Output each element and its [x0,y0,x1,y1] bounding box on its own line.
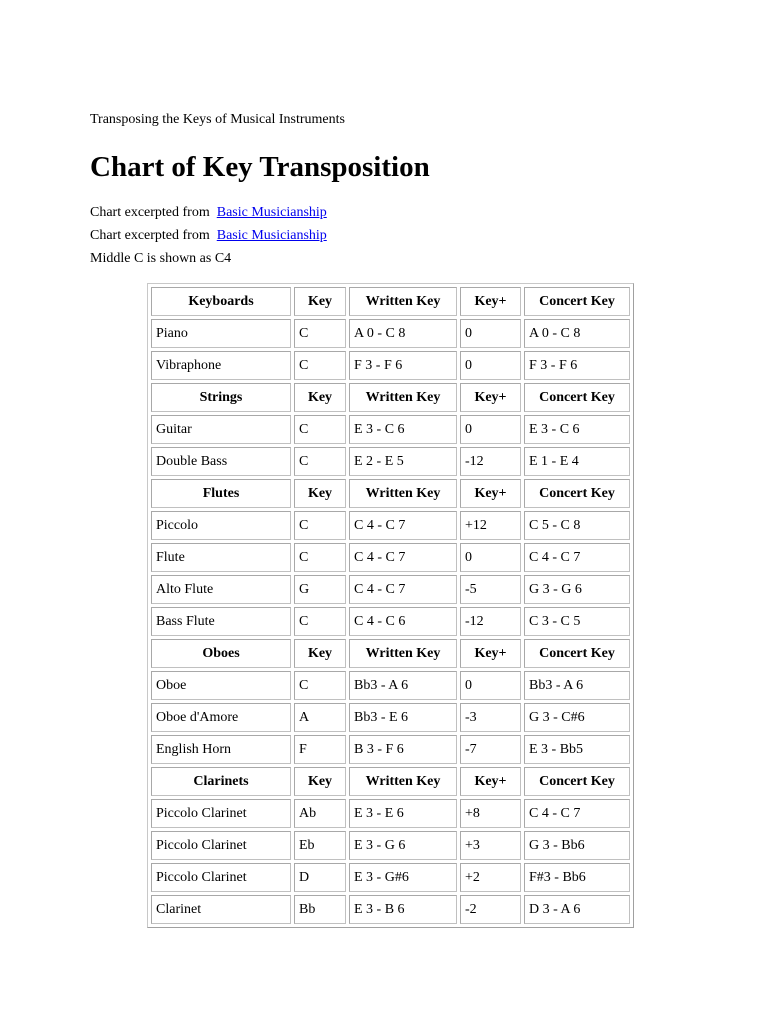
cell-key: C [294,607,346,636]
cell-key: Ab [294,799,346,828]
table-row [151,607,630,636]
column-header-instrument: Oboes [151,639,291,668]
column-header-instrument: Strings [151,383,291,412]
cell-concert-key: G 3 - C#6 [524,703,630,732]
document-subtitle: Transposing the Keys of Musical Instruments [90,112,345,127]
cell-key-plus: +12 [460,511,521,540]
column-header-written-key: Written Key [349,767,457,796]
cell-key: C [294,671,346,700]
cell-instrument: Vibraphone [151,351,291,380]
cell-key-plus: +8 [460,799,521,828]
cell-written-key: E 2 - E 5 [349,447,457,476]
excerpt-prefix: Chart excerpted from [90,205,210,220]
cell-key-plus: 0 [460,319,521,348]
cell-written-key: E 3 - B 6 [349,895,457,924]
cell-key: F [294,735,346,764]
cell-key: C [294,319,346,348]
cell-key: G [294,575,346,604]
column-header-concert-key: Concert Key [524,383,630,412]
column-header-instrument: Flutes [151,479,291,508]
cell-key: Eb [294,831,346,860]
cell-instrument: Oboe d'Amore [151,703,291,732]
column-header-key: Key [294,287,346,316]
cell-key-plus: -5 [460,575,521,604]
column-header-key-plus: Key+ [460,639,521,668]
cell-instrument: Piccolo Clarinet [151,863,291,892]
section-header-row [151,287,630,316]
cell-concert-key: Bb3 - A 6 [524,671,630,700]
excerpt-line-1 [90,201,730,224]
table-row [151,863,630,892]
cell-instrument: English Horn [151,735,291,764]
cell-instrument: Double Bass [151,447,291,476]
cell-written-key: Bb3 - E 6 [349,703,457,732]
table-row [151,447,630,476]
cell-concert-key: F#3 - Bb6 [524,863,630,892]
cell-instrument: Bass Flute [151,607,291,636]
cell-concert-key: C 5 - C 8 [524,511,630,540]
cell-written-key: A 0 - C 8 [349,319,457,348]
cell-key: C [294,511,346,540]
cell-key-plus: 0 [460,351,521,380]
column-header-written-key: Written Key [349,383,457,412]
cell-concert-key: E 3 - Bb5 [524,735,630,764]
cell-written-key: E 3 - E 6 [349,799,457,828]
table-row [151,575,630,604]
column-header-written-key: Written Key [349,639,457,668]
table-row [151,703,630,732]
cell-key: D [294,863,346,892]
cell-written-key: C 4 - C 7 [349,575,457,604]
cell-key-plus: -2 [460,895,521,924]
cell-key-plus: +3 [460,831,521,860]
cell-written-key: E 3 - C 6 [349,415,457,444]
excerpt-line-2 [90,224,730,247]
section-header-row [151,479,630,508]
cell-concert-key: D 3 - A 6 [524,895,630,924]
table-row [151,831,630,860]
middle-c-note: Middle C is shown as C4 [90,251,232,266]
cell-instrument: Oboe [151,671,291,700]
cell-written-key: F 3 - F 6 [349,351,457,380]
section-header-row [151,639,630,668]
column-header-key: Key [294,767,346,796]
column-header-concert-key: Concert Key [524,479,630,508]
table-row [151,415,630,444]
excerpt-prefix: Chart excerpted from [90,228,210,243]
cell-concert-key: A 0 - C 8 [524,319,630,348]
cell-written-key: Bb3 - A 6 [349,671,457,700]
cell-written-key: C 4 - C 7 [349,511,457,540]
cell-key-plus: 0 [460,543,521,572]
cell-written-key: E 3 - G 6 [349,831,457,860]
cell-instrument: Guitar [151,415,291,444]
cell-key: C [294,351,346,380]
cell-concert-key: C 4 - C 7 [524,799,630,828]
cell-key-plus: -12 [460,607,521,636]
document-body [90,110,730,270]
cell-key: C [294,447,346,476]
table-row [151,319,630,348]
cell-concert-key: E 1 - E 4 [524,447,630,476]
section-header-row [151,383,630,412]
cell-key-plus: -12 [460,447,521,476]
column-header-instrument: Clarinets [151,767,291,796]
table-row [151,735,630,764]
cell-key-plus: -7 [460,735,521,764]
column-header-concert-key: Concert Key [524,639,630,668]
table-row [151,895,630,924]
cell-key-plus: +2 [460,863,521,892]
cell-key: A [294,703,346,732]
table-row [151,351,630,380]
cell-instrument: Piccolo Clarinet [151,799,291,828]
column-header-key: Key [294,383,346,412]
cell-key: Bb [294,895,346,924]
column-header-key-plus: Key+ [460,287,521,316]
cell-concert-key: G 3 - G 6 [524,575,630,604]
column-header-key: Key [294,479,346,508]
cell-instrument: Alto Flute [151,575,291,604]
column-header-key-plus: Key+ [460,479,521,508]
cell-concert-key: C 4 - C 7 [524,543,630,572]
cell-instrument: Flute [151,543,291,572]
cell-instrument: Piccolo Clarinet [151,831,291,860]
cell-key: C [294,415,346,444]
column-header-written-key: Written Key [349,479,457,508]
cell-instrument: Clarinet [151,895,291,924]
section-header-row [151,767,630,796]
transposition-table [147,283,634,928]
cell-concert-key: F 3 - F 6 [524,351,630,380]
cell-key-plus: 0 [460,415,521,444]
page-title: Chart of Key Transposition [90,151,430,183]
cell-key-plus: -3 [460,703,521,732]
cell-key: C [294,543,346,572]
column-header-key: Key [294,639,346,668]
cell-concert-key: G 3 - Bb6 [524,831,630,860]
cell-written-key: C 4 - C 7 [349,543,457,572]
cell-key-plus: 0 [460,671,521,700]
intro-lines [90,201,730,270]
basic-musicianship-link-1[interactable]: Basic Musicianship [216,205,327,220]
basic-musicianship-link-2[interactable]: Basic Musicianship [216,228,327,243]
column-header-key-plus: Key+ [460,383,521,412]
cell-written-key: B 3 - F 6 [349,735,457,764]
cell-written-key: E 3 - G#6 [349,863,457,892]
table-row [151,671,630,700]
cell-written-key: C 4 - C 6 [349,607,457,636]
cell-concert-key: C 3 - C 5 [524,607,630,636]
cell-instrument: Piccolo [151,511,291,540]
column-header-key-plus: Key+ [460,767,521,796]
table-row [151,799,630,828]
column-header-concert-key: Concert Key [524,767,630,796]
cell-concert-key: E 3 - C 6 [524,415,630,444]
column-header-concert-key: Concert Key [524,287,630,316]
cell-instrument: Piano [151,319,291,348]
table-row [151,511,630,540]
table-row [151,543,630,572]
column-header-written-key: Written Key [349,287,457,316]
column-header-instrument: Keyboards [151,287,291,316]
